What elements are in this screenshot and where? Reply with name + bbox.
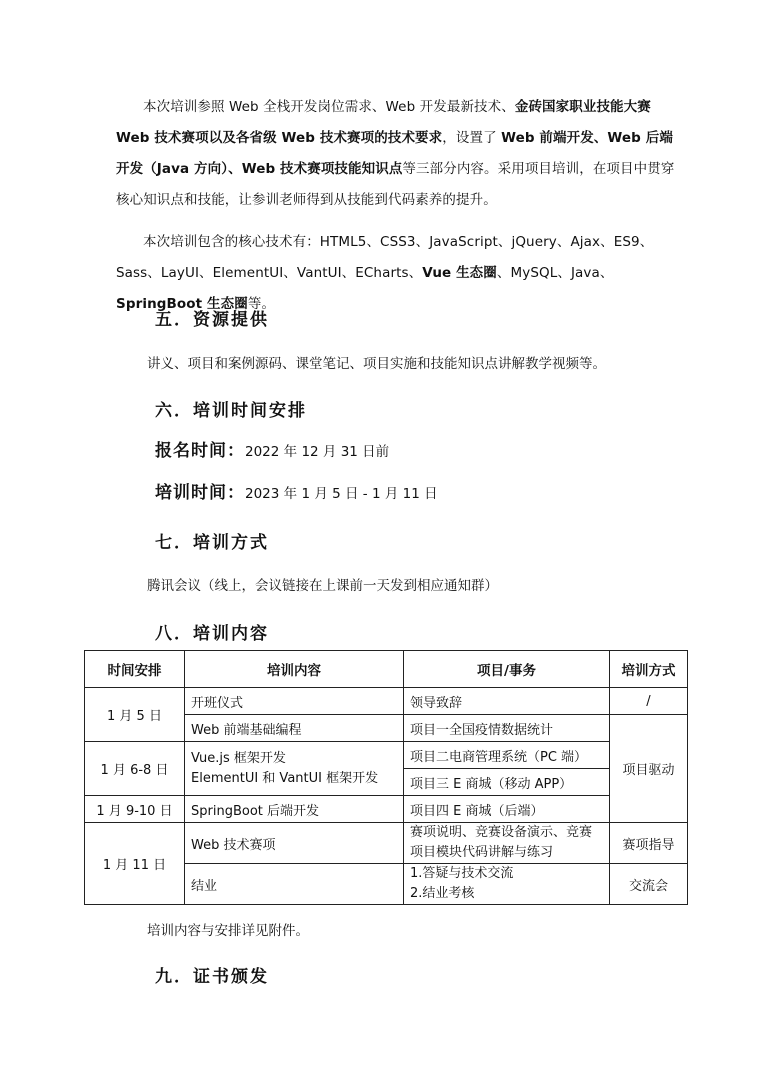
tech-bold-2: SpringBoot 生态圈 [116,296,248,312]
section5-heading: 五．资源提供 [155,310,269,330]
table-row [85,742,688,769]
cell-item: 项目四 E 商城（后端） [404,796,610,823]
schedule-table [84,650,688,905]
section8-heading: 八．培训内容 [155,624,269,644]
signup-value: 2022 年 12 月 31 日前 [245,444,390,460]
cell-date: 1 月 6-8 日 [85,742,185,796]
cell-date: 1 月 11 日 [85,823,185,905]
cell-item: 领导致辞 [404,688,610,715]
cell-content: 开班仪式 [185,688,404,715]
training-label: 培训时间： [155,483,245,503]
intro-bold-1: 金砖国家职业技能大赛 Web 技术赛项以及各省级 Web 技术赛项的技术要求 [116,99,651,146]
intro-text-1: 本次培训参照 Web 全栈开发岗位需求、Web 开发最新技术、 [143,99,515,115]
training-time [155,478,438,503]
cell-item-line: 赛项说明、竞赛设备演示、竞赛 [410,825,593,840]
tech-text-1: 本次培训包含的核心技术有：HTML5、CSS3、JavaScript、jQuery、Ajax、ES9、Sass、LayUI、ElementUI、VantUI、ECharts、 [116,234,654,281]
cell-method: 交流会 [610,864,688,905]
cell-method: 赛项指导 [610,823,688,864]
cell-item: 项目二电商管理系统（PC 端） [404,742,610,769]
cell-content [185,742,404,796]
header-method: 培训方式 [610,651,688,688]
cell-date: 1 月 5 日 [85,688,185,742]
intro-paragraph [116,92,676,216]
cell-item [404,864,610,905]
table-header-row [85,651,688,688]
section6-heading: 六．培训时间安排 [155,401,307,421]
header-time: 时间安排 [85,651,185,688]
cell-date: 1 月 9-10 日 [85,796,185,823]
cell-item: 项目一全国疫情数据统计 [404,715,610,742]
training-value: 2023 年 1 月 5 日 - 1 月 11 日 [245,486,438,502]
section7-text: 腾讯会议（线上，会议链接在上课前一天发到相应通知群） [147,578,498,594]
section8-note: 培训内容与安排详见附件。 [147,923,309,939]
section9-heading: 九．证书颁发 [155,967,269,987]
intro-bold-2: Web 前端开发、Web 后端开发（Java 方向）、Web 技术赛项技能知识点 [116,130,673,177]
section5-text: 讲义、项目和案例源码、课堂笔记、项目实施和技能知识点讲解教学视频等。 [147,356,606,372]
cell-content: Web 技术赛项 [185,823,404,864]
table-row [85,823,688,864]
signup-label: 报名时间： [155,441,245,461]
cell-content: SpringBoot 后端开发 [185,796,404,823]
cell-method: 项目驱动 [610,715,688,823]
tech-bold-1: Vue 生态圈 [422,265,497,281]
header-item: 项目/事务 [404,651,610,688]
table-row [85,688,688,715]
cell-item-line: 1.答疑与技术交流 [410,866,514,881]
intro-text-3: 等三部分内容。采用项目培训，在项目中贯穿核心知识点和技能，让参训老师得到从技能到代码素养的提升。 [116,161,675,208]
cell-item [404,823,610,864]
cell-content-line: ElementUI 和 VantUI 框架开发 [191,770,379,786]
intro-text-2: ，设置了 [442,130,502,146]
table-row [85,796,688,823]
cell-content: Web 前端基础编程 [185,715,404,742]
header-content: 培训内容 [185,651,404,688]
cell-item: 项目三 E 商城（移动 APP） [404,769,610,796]
cell-item-line: 2.结业考核 [410,886,475,901]
signup-time [155,436,389,461]
cell-method: / [610,688,688,715]
tech-text-3: 等。 [247,296,276,312]
cell-content-line: Vue.js 框架开发 [191,750,286,766]
section7-heading: 七．培训方式 [155,533,269,553]
cell-item-line: 项目模块代码讲解与练习 [410,845,554,860]
tech-text-2: 、MySQL、Java、 [496,265,614,281]
cell-content: 结业 [185,864,404,905]
